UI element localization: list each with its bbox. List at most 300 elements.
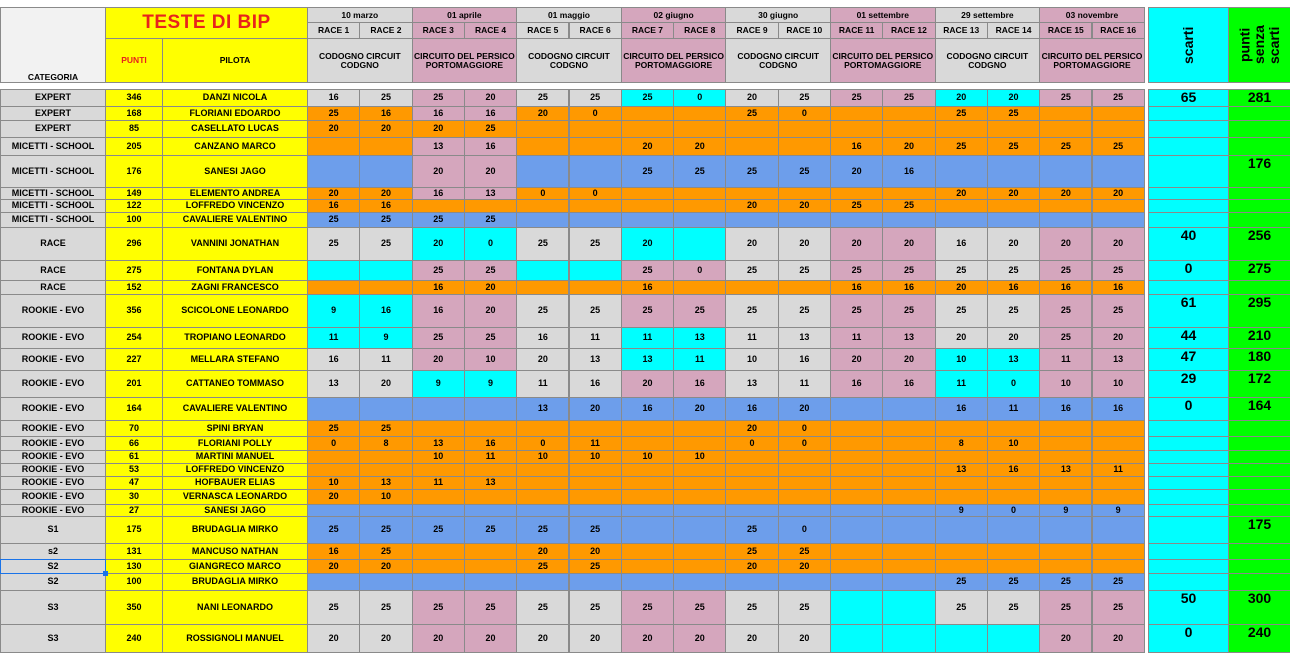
cell-race-score[interactable] [1092,120,1145,138]
cell-race-score[interactable]: 25 [464,327,517,349]
cell-race-score[interactable] [673,199,726,213]
cell-race-score[interactable]: 0 [778,106,831,121]
cell-punti[interactable]: 175 [105,516,163,544]
cell-race-score[interactable]: 13 [673,327,726,349]
cell-categoria[interactable]: EXPERT [0,120,106,138]
cell-race-score[interactable] [987,624,1040,653]
cell-race-score[interactable]: 11 [673,348,726,371]
cell-race-score[interactable]: 13 [778,327,831,349]
cell-race-score[interactable]: 25 [935,573,988,591]
cell-categoria[interactable]: s2 [0,543,106,560]
cell-race-score[interactable] [830,120,883,138]
cell-race-score[interactable] [935,120,988,138]
cell-categoria[interactable]: ROOKIE - EVO [0,463,106,477]
cell-punti[interactable]: 356 [105,294,163,328]
cell-race-score[interactable]: 20 [1039,624,1092,653]
cell-pilota[interactable]: ELEMENTO ANDREA [162,187,308,200]
cell-race-score[interactable]: 25 [1039,89,1092,107]
cell-race-score[interactable]: 20 [778,559,831,574]
cell-race-score[interactable] [882,120,935,138]
race-header[interactable]: RACE 4 [464,22,517,39]
cell-race-score[interactable]: 25 [412,327,465,349]
cell-race-score[interactable] [830,516,883,544]
cell-race-score[interactable]: 16 [725,397,778,421]
cell-race-score[interactable]: 25 [830,294,883,328]
cell-punti-senza-scarti[interactable] [1228,573,1290,591]
cell-race-score[interactable]: 25 [412,260,465,281]
cell-race-score[interactable]: 9 [1092,504,1145,517]
cell-race-score[interactable]: 25 [569,516,622,544]
cell-race-score[interactable] [1092,155,1145,188]
cell-race-score[interactable]: 11 [569,436,622,451]
cell-race-score[interactable] [412,489,465,505]
cell-race-score[interactable] [1092,199,1145,213]
cell-punti-senza-scarti[interactable] [1228,280,1290,295]
cell-race-score[interactable] [830,397,883,421]
cell-scarti[interactable] [1148,516,1229,544]
cell-race-score[interactable]: 11 [725,327,778,349]
cell-race-score[interactable] [935,155,988,188]
cell-race-score[interactable] [1039,436,1092,451]
cell-race-score[interactable] [882,559,935,574]
cell-race-score[interactable]: 16 [778,348,831,371]
cell-race-score[interactable] [516,260,569,281]
cell-race-score[interactable]: 20 [778,397,831,421]
cell-race-score[interactable]: 20 [412,120,465,138]
cell-punti[interactable]: 176 [105,155,163,188]
cell-scarti[interactable]: 0 [1148,260,1229,281]
cell-race-score[interactable]: 13 [307,370,360,398]
cell-race-score[interactable]: 0 [673,89,726,107]
cell-race-score[interactable]: 25 [569,89,622,107]
cell-pilota[interactable]: NANI LEONARDO [162,590,308,625]
cell-race-score[interactable]: 25 [987,137,1040,156]
cell-categoria[interactable]: MICETTI - SCHOOL [0,187,106,200]
cell-race-score[interactable]: 25 [1092,590,1145,625]
cell-race-score[interactable]: 25 [778,89,831,107]
cell-categoria[interactable]: ROOKIE - EVO [0,294,106,328]
cell-race-score[interactable] [830,559,883,574]
cell-race-score[interactable]: 25 [516,89,569,107]
cell-race-score[interactable]: 20 [987,327,1040,349]
race-header[interactable]: RACE 5 [516,22,569,39]
cell-race-score[interactable] [569,155,622,188]
cell-race-score[interactable] [1039,155,1092,188]
cell-race-score[interactable]: 20 [569,543,622,560]
cell-race-score[interactable]: 25 [412,590,465,625]
cell-race-score[interactable]: 25 [359,516,412,544]
cell-race-score[interactable]: 25 [987,106,1040,121]
event-date[interactable]: 29 settembre [935,7,1041,23]
cell-race-score[interactable] [935,559,988,574]
cell-race-score[interactable]: 10 [359,489,412,505]
cell-race-score[interactable]: 25 [1092,89,1145,107]
cell-race-score[interactable]: 20 [935,280,988,295]
cell-race-score[interactable] [621,212,674,228]
cell-race-score[interactable]: 20 [673,137,726,156]
cell-race-score[interactable] [569,260,622,281]
cell-pilota[interactable]: TROPIANO LEONARDO [162,327,308,349]
cell-race-score[interactable]: 9 [464,370,517,398]
cell-race-score[interactable] [359,137,412,156]
cell-race-score[interactable]: 20 [830,227,883,261]
cell-race-score[interactable]: 20 [882,227,935,261]
cell-race-score[interactable] [621,199,674,213]
cell-race-score[interactable] [1092,559,1145,574]
header-punti-senza-scarti[interactable]: punti senza scarti [1228,7,1290,83]
cell-race-score[interactable]: 10 [725,348,778,371]
cell-punti[interactable]: 70 [105,420,163,437]
cell-race-score[interactable] [830,489,883,505]
cell-race-score[interactable]: 16 [464,106,517,121]
cell-race-score[interactable] [987,120,1040,138]
cell-race-score[interactable]: 16 [830,137,883,156]
cell-race-score[interactable]: 20 [725,199,778,213]
cell-race-score[interactable]: 25 [725,155,778,188]
cell-race-score[interactable]: 16 [882,155,935,188]
cell-scarti[interactable] [1148,476,1229,490]
cell-race-score[interactable] [412,199,465,213]
cell-race-score[interactable] [621,436,674,451]
cell-punti[interactable]: 240 [105,624,163,653]
cell-race-score[interactable]: 25 [830,260,883,281]
cell-race-score[interactable] [569,137,622,156]
cell-race-score[interactable]: 16 [830,370,883,398]
cell-race-score[interactable] [673,573,726,591]
cell-race-score[interactable]: 25 [1039,590,1092,625]
cell-race-score[interactable]: 25 [1092,294,1145,328]
cell-race-score[interactable]: 16 [412,294,465,328]
cell-scarti[interactable]: 0 [1148,624,1229,653]
cell-race-score[interactable]: 25 [725,106,778,121]
cell-race-score[interactable] [569,489,622,505]
cell-pilota[interactable]: CAVALIERE VALENTINO [162,212,308,228]
cell-race-score[interactable]: 9 [307,294,360,328]
event-date[interactable]: 03 novembre [1039,7,1145,23]
cell-race-score[interactable]: 20 [673,397,726,421]
cell-scarti[interactable] [1148,420,1229,437]
cell-race-score[interactable]: 20 [1092,227,1145,261]
cell-race-score[interactable]: 13 [359,476,412,490]
cell-race-score[interactable]: 0 [464,227,517,261]
cell-race-score[interactable] [412,543,465,560]
cell-punti[interactable]: 275 [105,260,163,281]
event-date[interactable]: 01 settembre [830,7,936,23]
cell-race-score[interactable] [621,516,674,544]
cell-pilota[interactable]: FONTANA DYLAN [162,260,308,281]
race-header[interactable]: RACE 13 [935,22,988,39]
cell-race-score[interactable]: 25 [882,89,935,107]
cell-race-score[interactable]: 20 [725,227,778,261]
cell-race-score[interactable]: 25 [935,260,988,281]
cell-scarti[interactable]: 29 [1148,370,1229,398]
race-header[interactable]: RACE 14 [987,22,1040,39]
cell-race-score[interactable] [882,420,935,437]
cell-race-score[interactable] [621,559,674,574]
cell-race-score[interactable]: 25 [621,294,674,328]
cell-race-score[interactable]: 20 [359,559,412,574]
cell-race-score[interactable]: 25 [673,155,726,188]
cell-race-score[interactable] [464,543,517,560]
cell-race-score[interactable]: 25 [412,212,465,228]
cell-race-score[interactable]: 25 [621,155,674,188]
cell-race-score[interactable] [621,489,674,505]
cell-race-score[interactable] [516,573,569,591]
cell-race-score[interactable] [1092,436,1145,451]
cell-race-score[interactable] [1092,420,1145,437]
cell-race-score[interactable] [778,137,831,156]
cell-categoria[interactable]: RACE [0,280,106,295]
cell-race-score[interactable] [359,397,412,421]
race-header[interactable]: RACE 12 [882,22,935,39]
cell-race-score[interactable]: 0 [987,504,1040,517]
cell-race-score[interactable] [725,489,778,505]
cell-categoria[interactable]: EXPERT [0,106,106,121]
cell-race-score[interactable]: 10 [621,450,674,464]
event-date[interactable]: 30 giugno [725,7,831,23]
cell-race-score[interactable]: 0 [516,187,569,200]
cell-race-score[interactable] [569,420,622,437]
cell-race-score[interactable]: 9 [412,370,465,398]
cell-race-score[interactable] [987,199,1040,213]
cell-race-score[interactable]: 10 [569,450,622,464]
cell-race-score[interactable] [1092,489,1145,505]
cell-race-score[interactable] [935,450,988,464]
cell-race-score[interactable]: 20 [464,624,517,653]
cell-race-score[interactable]: 16 [516,327,569,349]
cell-scarti[interactable]: 61 [1148,294,1229,328]
cell-race-score[interactable] [673,476,726,490]
cell-categoria[interactable]: MICETTI - SCHOOL [0,155,106,188]
cell-race-score[interactable]: 16 [935,227,988,261]
cell-scarti[interactable] [1148,106,1229,121]
cell-race-score[interactable]: 25 [569,227,622,261]
cell-race-score[interactable]: 25 [725,294,778,328]
cell-punti[interactable]: 61 [105,450,163,464]
cell-race-score[interactable]: 20 [1092,327,1145,349]
cell-categoria[interactable]: ROOKIE - EVO [0,489,106,505]
cell-race-score[interactable]: 25 [307,516,360,544]
cell-race-score[interactable]: 25 [516,294,569,328]
cell-categoria[interactable]: MICETTI - SCHOOL [0,137,106,156]
cell-race-score[interactable]: 20 [516,543,569,560]
cell-race-score[interactable]: 25 [1092,260,1145,281]
cell-race-score[interactable]: 25 [778,155,831,188]
header-scarti[interactable]: scarti [1148,7,1229,83]
cell-punti[interactable]: 100 [105,573,163,591]
cell-race-score[interactable]: 11 [621,327,674,349]
cell-race-score[interactable]: 20 [882,348,935,371]
cell-race-score[interactable] [673,463,726,477]
cell-race-score[interactable] [1092,476,1145,490]
cell-race-score[interactable] [621,420,674,437]
cell-race-score[interactable] [987,543,1040,560]
cell-race-score[interactable]: 20 [516,348,569,371]
cell-race-score[interactable]: 16 [1039,397,1092,421]
cell-pilota[interactable]: MELLARA STEFANO [162,348,308,371]
cell-race-score[interactable] [569,120,622,138]
cell-race-score[interactable] [673,436,726,451]
cell-race-score[interactable]: 25 [464,590,517,625]
cell-race-score[interactable]: 20 [725,624,778,653]
cell-race-score[interactable] [307,137,360,156]
cell-race-score[interactable]: 25 [621,260,674,281]
cell-race-score[interactable]: 20 [935,187,988,200]
cell-race-score[interactable]: 10 [516,450,569,464]
cell-race-score[interactable]: 20 [673,624,726,653]
cell-race-score[interactable] [464,573,517,591]
cell-race-score[interactable] [516,463,569,477]
cell-race-score[interactable]: 25 [569,559,622,574]
cell-scarti[interactable]: 40 [1148,227,1229,261]
cell-punti-senza-scarti[interactable] [1228,137,1290,156]
cell-punti[interactable]: 53 [105,463,163,477]
cell-pilota[interactable]: ZAGNI FRANCESCO [162,280,308,295]
cell-race-score[interactable]: 20 [516,106,569,121]
cell-race-score[interactable] [307,155,360,188]
cell-punti-senza-scarti[interactable]: 256 [1228,227,1290,261]
cell-race-score[interactable] [621,106,674,121]
cell-race-score[interactable] [621,573,674,591]
cell-race-score[interactable] [987,489,1040,505]
cell-scarti[interactable] [1148,137,1229,156]
cell-race-score[interactable] [725,212,778,228]
cell-race-score[interactable] [516,155,569,188]
cell-pilota[interactable]: MARTINI MANUEL [162,450,308,464]
cell-punti[interactable]: 346 [105,89,163,107]
cell-race-score[interactable] [987,516,1040,544]
cell-punti[interactable]: 149 [105,187,163,200]
cell-race-score[interactable] [830,450,883,464]
cell-punti[interactable]: 350 [105,590,163,625]
cell-race-score[interactable]: 20 [987,89,1040,107]
cell-punti-senza-scarti[interactable]: 164 [1228,397,1290,421]
cell-categoria[interactable]: ROOKIE - EVO [0,476,106,490]
cell-race-score[interactable] [778,120,831,138]
cell-race-score[interactable] [882,212,935,228]
cell-punti[interactable]: 131 [105,543,163,560]
cell-race-score[interactable]: 0 [987,370,1040,398]
cell-race-score[interactable] [307,573,360,591]
cell-categoria[interactable]: S3 [0,590,106,625]
cell-race-score[interactable]: 20 [307,489,360,505]
cell-race-score[interactable]: 20 [464,294,517,328]
cell-race-score[interactable]: 25 [935,590,988,625]
cell-race-score[interactable]: 9 [1039,504,1092,517]
circuit-name[interactable]: CODOGNO CIRCUIT CODGNO [725,38,831,83]
cell-categoria[interactable]: ROOKIE - EVO [0,420,106,437]
cell-race-score[interactable]: 20 [1092,187,1145,200]
circuit-name[interactable]: CODOGNO CIRCUIT CODGNO [516,38,622,83]
cell-race-score[interactable]: 11 [516,370,569,398]
cell-scarti[interactable] [1148,489,1229,505]
cell-race-score[interactable] [778,489,831,505]
cell-race-score[interactable] [673,420,726,437]
cell-race-score[interactable]: 20 [830,348,883,371]
cell-race-score[interactable]: 25 [1092,137,1145,156]
cell-race-score[interactable]: 25 [778,590,831,625]
cell-race-score[interactable]: 0 [673,260,726,281]
cell-race-score[interactable] [307,463,360,477]
header-categoria[interactable]: CATEGORIA [0,7,106,83]
cell-race-score[interactable]: 11 [412,476,465,490]
cell-race-score[interactable] [935,489,988,505]
cell-punti[interactable]: 201 [105,370,163,398]
cell-race-score[interactable] [725,120,778,138]
cell-race-score[interactable]: 16 [412,187,465,200]
cell-race-score[interactable]: 8 [935,436,988,451]
cell-race-score[interactable]: 20 [569,624,622,653]
cell-race-score[interactable]: 10 [1039,370,1092,398]
cell-race-score[interactable]: 10 [935,348,988,371]
cell-race-score[interactable]: 20 [725,559,778,574]
cell-race-score[interactable]: 25 [987,294,1040,328]
cell-race-score[interactable]: 20 [569,397,622,421]
header-punti[interactable]: PUNTI [105,38,163,83]
cell-race-score[interactable] [464,397,517,421]
circuit-name[interactable]: CODOGNO CIRCUIT CODGNO [307,38,413,83]
cell-race-score[interactable]: 25 [621,89,674,107]
cell-race-score[interactable]: 25 [882,260,935,281]
cell-race-score[interactable]: 9 [935,504,988,517]
cell-categoria[interactable]: S3 [0,624,106,653]
cell-race-score[interactable] [464,463,517,477]
cell-race-score[interactable]: 25 [882,199,935,213]
cell-race-score[interactable]: 16 [987,463,1040,477]
cell-race-score[interactable]: 25 [987,573,1040,591]
cell-scarti[interactable] [1148,120,1229,138]
cell-race-score[interactable] [882,106,935,121]
cell-race-score[interactable] [516,420,569,437]
cell-race-score[interactable] [412,420,465,437]
cell-race-score[interactable]: 20 [412,348,465,371]
header-pilota[interactable]: PILOTA [162,38,308,83]
cell-race-score[interactable]: 9 [359,327,412,349]
cell-pilota[interactable]: VANNINI JONATHAN [162,227,308,261]
cell-race-score[interactable] [673,227,726,261]
cell-race-score[interactable]: 10 [307,476,360,490]
cell-race-score[interactable] [516,212,569,228]
cell-race-score[interactable] [1039,476,1092,490]
cell-pilota[interactable]: FLORIANI POLLY [162,436,308,451]
cell-race-score[interactable]: 25 [673,590,726,625]
cell-punti-senza-scarti[interactable]: 175 [1228,516,1290,544]
cell-punti-senza-scarti[interactable]: 240 [1228,624,1290,653]
cell-race-score[interactable]: 20 [1039,187,1092,200]
cell-race-score[interactable]: 25 [359,227,412,261]
cell-race-score[interactable]: 25 [464,260,517,281]
cell-race-score[interactable]: 25 [1039,294,1092,328]
cell-race-score[interactable] [1039,489,1092,505]
event-date[interactable]: 01 maggio [516,7,622,23]
race-header[interactable]: RACE 11 [830,22,883,39]
cell-race-score[interactable] [1039,516,1092,544]
cell-race-score[interactable] [516,120,569,138]
cell-race-score[interactable] [359,450,412,464]
cell-categoria[interactable]: ROOKIE - EVO [0,370,106,398]
cell-punti-senza-scarti[interactable] [1228,463,1290,477]
cell-race-score[interactable]: 25 [359,420,412,437]
cell-race-score[interactable]: 0 [569,187,622,200]
circuit-name[interactable]: CIRCUITO DEL PERSICO PORTOMAGGIORE [621,38,727,83]
cell-race-score[interactable] [935,212,988,228]
cell-race-score[interactable]: 20 [307,120,360,138]
cell-race-score[interactable] [621,476,674,490]
cell-race-score[interactable] [830,543,883,560]
cell-race-score[interactable]: 25 [412,516,465,544]
cell-race-score[interactable]: 25 [673,294,726,328]
cell-race-score[interactable] [830,463,883,477]
